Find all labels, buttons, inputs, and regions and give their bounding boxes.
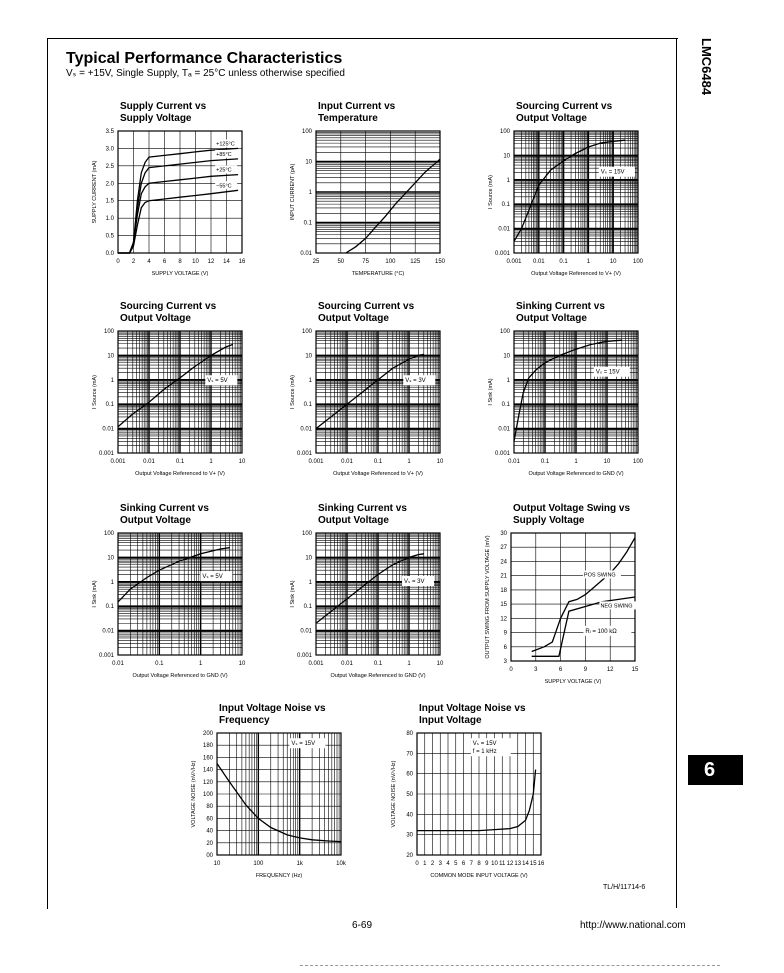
chart-title-line2: Output Voltage xyxy=(120,313,191,324)
y-tick-label: 0.1 xyxy=(303,604,312,611)
y-tick-label: 100 xyxy=(301,531,312,537)
y-tick-label: 120 xyxy=(202,779,213,786)
series-line-1 xyxy=(217,764,341,842)
y-tick-label: 0.01 xyxy=(300,628,312,635)
x-tick-label: 10 xyxy=(192,259,199,265)
y-tick-label: 1 xyxy=(506,177,510,184)
x-tick-label: 8 xyxy=(178,259,182,265)
y-tick-label: 1 xyxy=(308,190,312,196)
x-axis-label: Output Voltage Referenced to V+ (V) xyxy=(135,471,225,477)
page-number: 6-69 xyxy=(352,920,373,931)
x-axis-label: COMMON MODE INPUT VOLTAGE (V) xyxy=(430,873,528,879)
y-tick-label: 0.01 xyxy=(498,426,510,433)
series-label: +85°C xyxy=(216,151,232,158)
x-tick-label: 8 xyxy=(477,861,481,867)
y-tick-label: 2.5 xyxy=(105,163,114,170)
x-tick-label: 0.01 xyxy=(508,459,520,465)
chart-title-line2: Frequency xyxy=(219,715,270,726)
y-tick-label: 0.001 xyxy=(494,251,510,257)
section-heading: Typical Performance Characteristics xyxy=(66,50,343,67)
y-tick-label: 3.5 xyxy=(105,129,114,135)
y-tick-label: 70 xyxy=(406,751,413,758)
chart-annotation: Vₛ = 15V xyxy=(291,741,316,748)
x-tick-label: 5 xyxy=(454,861,458,867)
y-tick-label: 0.001 xyxy=(296,653,312,659)
x-tick-label: 100 xyxy=(632,259,644,265)
y-tick-label: 100 xyxy=(202,792,213,798)
x-tick-label: 0 xyxy=(415,861,419,867)
y-axis-label: I Sink (mA) xyxy=(92,580,98,608)
x-tick-label: 3 xyxy=(438,861,442,867)
x-axis-label: Output Voltage Referenced to V+ (V) xyxy=(333,471,423,477)
chart-annotation: Vₛ = 15V xyxy=(600,169,625,176)
y-tick-label: 3 xyxy=(503,659,507,665)
chart-grid xyxy=(316,533,440,655)
x-tick-label: 10 xyxy=(436,661,444,667)
chart-annotation: Vₛ = 5V xyxy=(207,378,228,385)
x-tick-label: 0.1 xyxy=(373,661,383,667)
y-tick-label: 24 xyxy=(500,559,507,566)
y-axis-label: I Sink (mA) xyxy=(488,378,494,406)
chart-4 xyxy=(92,301,246,477)
y-tick-label: 10 xyxy=(107,353,114,360)
y-tick-label: 10 xyxy=(305,555,312,562)
x-tick-label: 0.1 xyxy=(373,459,383,465)
x-tick-label: 10k xyxy=(336,861,346,867)
y-tick-label: 0.1 xyxy=(501,202,510,209)
x-tick-label: 1 xyxy=(423,861,427,867)
x-tick-label: 1 xyxy=(198,661,203,667)
y-tick-label: 27 xyxy=(500,545,507,552)
y-tick-label: 00 xyxy=(206,853,213,859)
x-tick-label: 6 xyxy=(162,259,167,265)
x-tick-label: 1 xyxy=(407,661,411,667)
y-axis-label: OUTPUT SWING FROM SUPPLY VOLTAGE (mV) xyxy=(485,535,491,659)
x-tick-label: 10 xyxy=(609,259,617,265)
x-tick-label: 9 xyxy=(583,667,588,673)
x-tick-label: 75 xyxy=(362,259,369,265)
y-tick-label: 30 xyxy=(406,832,413,839)
y-tick-label: 12 xyxy=(500,616,507,623)
x-tick-label: 11 xyxy=(499,861,506,867)
y-tick-label: 15 xyxy=(500,602,507,609)
x-tick-label: 1 xyxy=(209,459,213,465)
x-tick-label: 0.001 xyxy=(110,459,126,465)
x-tick-label: 10 xyxy=(603,459,611,465)
figure-code: TL/H/11714-6 xyxy=(603,884,646,891)
y-tick-label: 10 xyxy=(503,353,510,360)
y-tick-label: 100 xyxy=(499,129,510,135)
y-tick-label: 1 xyxy=(308,579,312,586)
x-axis-label: Output Voltage Referenced to GND (V) xyxy=(330,673,426,679)
chart-6 xyxy=(488,301,644,477)
y-tick-label: 160 xyxy=(202,755,213,762)
y-tick-label: 21 xyxy=(500,573,507,580)
y-tick-label: 0.01 xyxy=(102,426,114,433)
section-tab-label: 6 xyxy=(704,758,716,781)
x-tick-label: 2 xyxy=(131,259,136,265)
y-tick-label: 18 xyxy=(500,587,507,594)
x-tick-label: 0.1 xyxy=(540,459,550,465)
x-tick-label: 100 xyxy=(385,259,396,265)
x-tick-label: 10 xyxy=(238,459,246,465)
chart-title-line2: Supply Voltage xyxy=(513,515,585,526)
plot-frame xyxy=(514,131,638,253)
x-axis-label: Output Voltage Referenced to GND (V) xyxy=(132,673,228,679)
x-tick-label: 0 xyxy=(509,667,513,673)
x-tick-label: 0.1 xyxy=(559,259,568,265)
x-tick-label: 10 xyxy=(238,661,246,667)
y-tick-label: 6 xyxy=(503,644,507,651)
x-tick-label: 0.001 xyxy=(506,259,522,265)
y-tick-label: 100 xyxy=(103,329,114,335)
chart-grid xyxy=(118,331,242,453)
x-tick-label: 0.01 xyxy=(143,459,155,465)
chart-annotation: Vₛ = 3V xyxy=(404,579,425,586)
x-tick-label: 6 xyxy=(558,667,563,673)
x-tick-label: 14 xyxy=(522,861,529,867)
chart-title-line2: Input Voltage xyxy=(419,715,482,726)
chart-9 xyxy=(485,503,639,685)
series-line-1 xyxy=(346,159,440,253)
chart-grid xyxy=(217,733,341,855)
y-axis-label: VOLTAGE NOISE (nV/√Hz) xyxy=(391,760,397,828)
x-tick-label: 0.001 xyxy=(308,661,324,667)
x-tick-label: 3 xyxy=(534,667,538,673)
chart-grid xyxy=(316,331,440,453)
y-tick-label: 0.5 xyxy=(105,233,114,240)
y-tick-label: 80 xyxy=(206,804,213,811)
x-axis-label: Output Voltage Referenced to GND (V) xyxy=(528,471,624,477)
x-tick-label: 16 xyxy=(537,861,545,867)
x-axis-label: FREQUENCY (Hz) xyxy=(255,873,303,879)
y-tick-label: 10 xyxy=(305,353,312,360)
chart-grid xyxy=(511,533,635,661)
x-tick-label: 15 xyxy=(631,667,639,673)
x-axis-label: TEMPERATURE (°C) xyxy=(351,271,405,277)
y-tick-label: 0.1 xyxy=(303,220,312,227)
chart-title-line2: Output Voltage xyxy=(516,313,587,324)
chart-annotation: f = 1 kHz xyxy=(472,749,497,756)
x-tick-label: 0.01 xyxy=(341,661,353,667)
y-tick-label: 0.1 xyxy=(105,402,114,409)
x-tick-label: 1k xyxy=(296,861,303,867)
chart-3 xyxy=(488,101,644,277)
chart-title: Sinking Current vs xyxy=(120,503,209,514)
chart-title: Sourcing Current vs xyxy=(120,301,217,312)
x-tick-label: 14 xyxy=(223,259,230,265)
chart-title-line2: Output Voltage xyxy=(120,515,191,526)
y-axis-label: I Sink (mA) xyxy=(290,580,296,608)
plot-frame xyxy=(511,533,635,661)
y-tick-label: 60 xyxy=(206,816,213,823)
x-tick-label: 9 xyxy=(485,861,489,867)
x-tick-label: 125 xyxy=(410,259,421,265)
series-label: NEG SWING xyxy=(600,603,633,610)
chart-annotation: Vₛ = 3V xyxy=(405,378,426,385)
y-tick-label: 1 xyxy=(110,377,114,384)
x-tick-label: 50 xyxy=(337,259,345,265)
chart-title-line2: Output Voltage xyxy=(318,515,389,526)
chart-title: Output Voltage Swing vs xyxy=(513,503,631,514)
y-tick-label: 10 xyxy=(503,153,510,160)
chart-title: Input Voltage Noise vs xyxy=(419,703,526,714)
y-tick-label: 40 xyxy=(406,812,413,819)
chart-annotation: Vₛ = 5V xyxy=(202,574,223,581)
y-tick-label: 100 xyxy=(301,329,312,335)
y-tick-label: 60 xyxy=(406,771,413,778)
y-tick-label: 0.0 xyxy=(105,251,114,257)
x-tick-label: 12 xyxy=(506,861,514,867)
x-tick-label: 0.01 xyxy=(532,259,545,265)
y-tick-label: 20 xyxy=(406,853,413,859)
chart-title: Input Current vs xyxy=(318,101,396,112)
chart-title-line2: Output Voltage xyxy=(516,113,587,124)
chart-grid xyxy=(316,131,440,253)
y-axis-label: INPUT CURRENT (pA) xyxy=(290,163,296,221)
y-tick-label: 0.001 xyxy=(98,653,114,659)
chart-title: Sinking Current vs xyxy=(318,503,407,514)
footer-url: http://www.national.com xyxy=(580,920,686,931)
chart-title-line2: Output Voltage xyxy=(318,313,389,324)
chart-title: Sourcing Current vs xyxy=(318,301,415,312)
chart-title-line2: Supply Voltage xyxy=(120,113,192,124)
y-tick-label: 100 xyxy=(103,531,114,537)
y-tick-label: 0.001 xyxy=(494,451,510,457)
y-tick-label: 0.01 xyxy=(498,226,510,233)
chart-2 xyxy=(290,101,446,277)
series-label: +125°C xyxy=(216,141,235,148)
x-tick-label: 0.001 xyxy=(308,459,324,465)
y-tick-label: 0.001 xyxy=(296,451,312,457)
y-tick-label: 40 xyxy=(206,828,213,835)
x-tick-label: 100 xyxy=(253,861,264,867)
y-tick-label: 0.1 xyxy=(303,402,312,409)
y-tick-label: 180 xyxy=(202,743,213,750)
series-label: −55°C xyxy=(216,183,232,190)
y-tick-label: 0.01 xyxy=(300,251,312,257)
y-tick-label: 0.001 xyxy=(98,451,114,457)
chart-annotation: Vₛ = 15V xyxy=(595,369,620,376)
y-tick-label: 9 xyxy=(503,630,507,637)
y-tick-label: 1 xyxy=(110,579,114,586)
y-tick-label: 1.0 xyxy=(105,216,114,223)
chart-1 xyxy=(92,101,246,277)
series-label: POS SWING xyxy=(583,572,616,579)
x-tick-label: 13 xyxy=(514,861,522,867)
x-tick-label: 10 xyxy=(436,459,444,465)
x-tick-label: 0 xyxy=(116,259,120,265)
plot-frame xyxy=(118,533,242,655)
y-tick-label: 0.1 xyxy=(501,402,510,409)
y-tick-label: 100 xyxy=(301,129,312,135)
chart-title-line2: Temperature xyxy=(318,113,378,124)
chart-8 xyxy=(290,503,444,679)
chart-title: Supply Current vs xyxy=(120,101,207,112)
y-tick-label: 0.01 xyxy=(102,628,114,635)
x-tick-label: 6 xyxy=(461,861,466,867)
x-tick-label: 10 xyxy=(491,861,498,867)
chart-11 xyxy=(390,703,545,879)
x-axis-label: Output Voltage Referenced to V+ (V) xyxy=(531,271,621,277)
x-tick-label: 1 xyxy=(586,259,591,265)
y-axis-label: SUPPLY CURRENT (mA) xyxy=(92,160,98,224)
x-tick-label: 0.1 xyxy=(175,459,185,465)
y-tick-label: 200 xyxy=(202,731,213,737)
y-axis-label: I Source (mA) xyxy=(92,375,98,409)
chart-annotation: Vₛ = 15V xyxy=(472,741,497,748)
y-tick-label: 10 xyxy=(305,159,312,166)
y-tick-label: 2.0 xyxy=(105,181,114,188)
x-tick-label: 4 xyxy=(446,861,450,867)
x-tick-label: 0.1 xyxy=(155,661,164,667)
x-tick-label: 15 xyxy=(529,861,537,867)
x-tick-label: 7 xyxy=(469,861,473,867)
x-tick-label: 25 xyxy=(312,259,320,265)
series-label: +25°C xyxy=(216,167,232,174)
x-tick-label: 12 xyxy=(207,259,215,265)
chart-annotation: Rₗ = 100 kΩ xyxy=(585,628,617,635)
y-tick-label: 30 xyxy=(500,531,507,537)
x-tick-label: 100 xyxy=(632,459,644,465)
chart-grid xyxy=(118,533,242,655)
x-axis-label: SUPPLY VOLTAGE (V) xyxy=(151,271,209,277)
x-tick-label: 2 xyxy=(430,861,435,867)
x-tick-label: 16 xyxy=(238,259,246,265)
y-tick-label: 80 xyxy=(406,731,413,737)
y-tick-label: 20 xyxy=(206,840,213,847)
y-axis-label: I Source (mA) xyxy=(488,175,494,209)
chart-7 xyxy=(92,503,246,679)
y-tick-label: 1 xyxy=(308,377,312,384)
chart-title: Sourcing Current vs xyxy=(516,101,613,112)
y-tick-label: 50 xyxy=(406,792,413,798)
x-tick-label: 10 xyxy=(213,861,221,867)
chart-grid xyxy=(514,131,638,253)
x-tick-label: 4 xyxy=(147,259,151,265)
y-tick-label: 10 xyxy=(107,555,114,562)
chart-title: Input Voltage Noise vs xyxy=(219,703,326,714)
part-number: LMC6484 xyxy=(699,38,714,96)
y-tick-label: 100 xyxy=(499,329,510,335)
y-axis-label: VOLTAGE NOISE (nV/√Hz) xyxy=(191,760,197,828)
x-axis-label: SUPPLY VOLTAGE (V) xyxy=(544,679,602,685)
y-axis-label: I Source (mA) xyxy=(290,375,296,409)
y-tick-label: 140 xyxy=(202,767,213,774)
chart-5 xyxy=(290,301,444,477)
chart-title: Sinking Current vs xyxy=(516,301,605,312)
x-tick-label: 0.01 xyxy=(341,459,353,465)
y-tick-label: 1.5 xyxy=(105,198,114,205)
y-tick-label: 0.1 xyxy=(105,604,114,611)
x-tick-label: 12 xyxy=(606,667,614,673)
x-tick-label: 1 xyxy=(407,459,411,465)
chart-10 xyxy=(190,703,347,879)
y-tick-label: 0.01 xyxy=(300,426,312,433)
y-tick-label: 1 xyxy=(506,377,510,384)
x-tick-label: 0.01 xyxy=(112,661,124,667)
x-tick-label: 150 xyxy=(434,259,446,265)
y-tick-label: 3.0 xyxy=(105,146,114,153)
x-tick-label: 1 xyxy=(574,459,578,465)
test-conditions: Vₛ = +15V, Single Supply, Tₐ = 25°C unless otherwise specified xyxy=(66,68,345,79)
